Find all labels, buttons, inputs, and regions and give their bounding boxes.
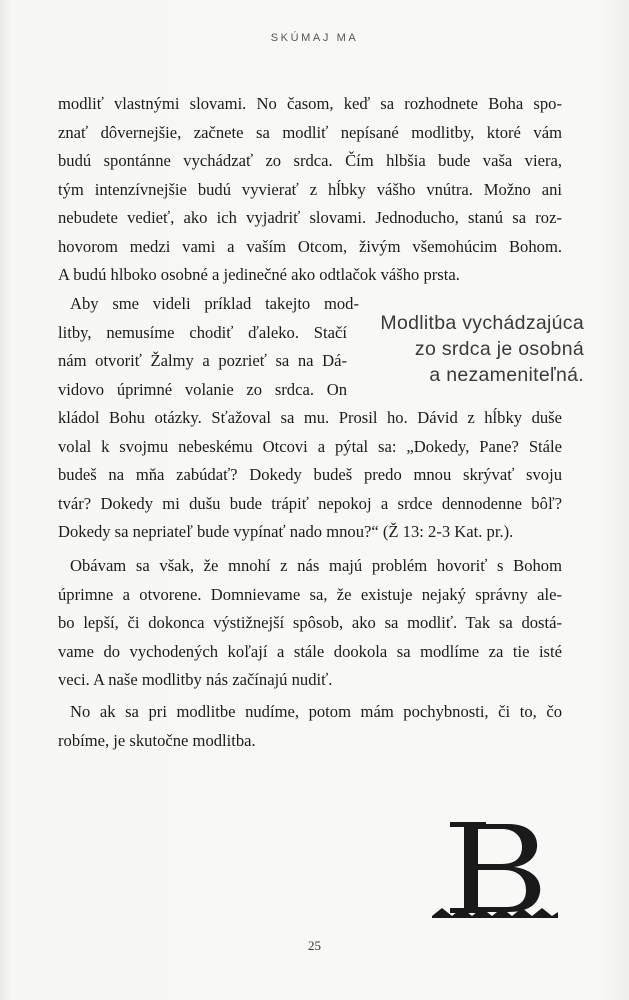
paragraph-4: [58, 698, 562, 755]
pull-quote-line: Modlitba vychádzajúca: [380, 312, 584, 334]
text-line: bo lepší, či dokonca výstižnejší spôsob, ako sa modliť. Tak sa dostá-: [58, 613, 562, 632]
text-line: Dokedy sa nepriateľ bude vypínať nado mnou?“ (Ž 13: 2-3 Kat. pr.).: [58, 522, 514, 541]
text-line: Aby sme videli príklad takejto mod-: [70, 294, 359, 313]
text-line: modliť vlastnými slovami. No časom, keď sa rozhodnete Boha spo-: [58, 94, 562, 113]
pull-quote-line: a nezameniteľná.: [429, 364, 584, 386]
text-line: vame do vychodených koľají a stále dookola sa modlíme za tie isté: [58, 641, 562, 661]
publisher-logo-icon: [426, 812, 564, 924]
text-line: znať dôvernejšie, začnete sa modliť nepísané modlitby, ktoré vám: [58, 122, 562, 142]
text-line: volal k svojmu nebeskému Otcovi a pýtal sa: „Dokedy, Pane? Stále: [58, 436, 562, 456]
text-line: budeš na mňa zabúdať? Dokedy budeš predo mnou skrývať svoju: [58, 465, 562, 484]
running-head: SKÚMAJ MA: [270, 32, 359, 44]
text-line: robíme, je skutočne modlitba.: [58, 730, 256, 750]
text-line: budú spontánne vychádzať zo srdca. Čím hlbšia bude vaša viera,: [58, 151, 562, 170]
text-line: úprimne a otvorene. Domnievame sa, že existuje nejaký správny ale-: [58, 584, 562, 604]
text-line: tvár? Dokedy mi dušu bude trápiť nepokoj a srdce dennodenne bôľ?: [58, 493, 562, 513]
text-line: vidovo úprimné volanie zo srdca. On: [58, 379, 347, 399]
text-line: hovorom medzi vami a vaším Otcom, živým všemohúcim Bohom.: [58, 236, 562, 256]
text-line: No ak sa pri modlitbe nudíme, potom mám pochybnosti, či to, čo: [70, 702, 562, 721]
pull-quote: [340, 310, 584, 388]
text-line: tým intenzívnejšie budú vyvierať z hĺbky vášho vnútra. Možno ani: [58, 179, 562, 199]
text-line: Obávam sa však, že mnohí z nás majú problém hovoriť s Bohom: [70, 556, 562, 575]
paragraph-1: [58, 90, 562, 290]
text-line: litby, nemusíme chodiť ďaleko. Stačí: [58, 322, 347, 342]
paragraph-3: [58, 552, 562, 695]
text-line: nám otvoriť Žalmy a pozrieť sa na Dá-: [58, 351, 347, 370]
pull-quote-line: zo srdca je osobná: [414, 338, 584, 360]
text-line: kládol Bohu otázky. Sťažoval sa mu. Prosil ho. Dávid z hĺbky duše: [58, 408, 562, 427]
text-line: veci. A naše modlitby nás začínajú nudiť.: [58, 670, 333, 689]
text-line: nebudete vedieť, ako ich vyjadriť slovami. Jednoducho, stanú sa roz-: [58, 208, 562, 227]
page-number: 25: [308, 938, 321, 953]
text-line: A budú hlboko osobné a jedinečné ako odtlačok vášho prsta.: [58, 265, 460, 284]
